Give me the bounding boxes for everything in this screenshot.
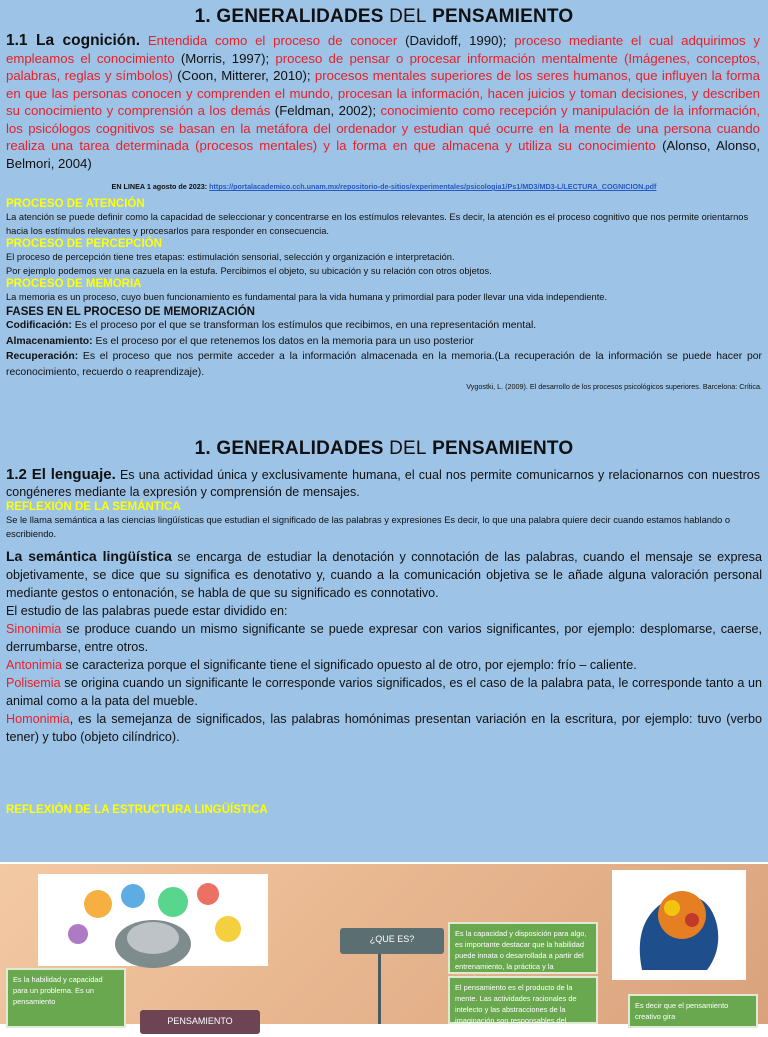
cognition-segment: (Feldman, 2002);	[270, 103, 377, 118]
term-item: Homonimia, es la semejanza de significados, las palabras homónimas presentan variación en la escritura, por ejemplo: tuvo (verbo tener) y tubo (objeto cilíndrico).	[6, 712, 762, 744]
linguistic-semantics-paragraph: La semántica lingüística se encarga de estudiar la denotación y connotación de las palabras, cuando el mensaje se expresa objetivamente, se dice que su significa es denotativo y, cuando a la comunicación objetiva se le añade alguna valoración personal mediante gestos o entonación, se habla de que su significado es connotativo.	[6, 548, 762, 600]
slide-pensamiento-diagram	[0, 864, 768, 1036]
cognition-segment: conocimiento como recepción y manipulación de la información, los psicólogos cognitivos se basan en la metáfora del ordenador y estudian qué ocurre en la mente de una persona cuando realiza una tarea determinada (procesos mentales) y la forma en que almacena y utiliza su conocimiento	[6, 103, 760, 153]
connector-line	[378, 954, 381, 1024]
cognition-segment: (Alonso, Alonso, Belmori, 2004)	[6, 138, 760, 171]
cognition-segment: proceso mediante el cual adquirimos y empleamos el conocimiento	[6, 33, 761, 66]
definition-box-right: Es decir que el pensamiento creativo gira	[628, 994, 758, 1028]
memory-text: La memoria es un proceso, cuyo buen funcionamiento es fundamental para la vida humana y primordial para poder llevar una vida independiente.	[6, 292, 608, 302]
perception-heading: PROCESO DE PERCEPCIÓN	[6, 238, 162, 250]
cognition-segment: Entendida como el proceso de conocer	[140, 33, 398, 48]
language-heading: 1.2 El lenguaje.	[6, 466, 116, 483]
perception-section	[0, 238, 768, 278]
terms-list	[0, 620, 768, 746]
definition-box-center-2: El pensamiento es el producto de la mente. Las actividades racionales de intelecto y las abstracciones de la imaginación son responsables del pensamiento	[448, 976, 598, 1024]
phase-item: Recuperación: Es el proceso que nos permite acceder a la información almacenada en la memoria.(La recuperación de la información se puede hacer por reconocimiento, recuerdo o reaprendizaje).	[6, 351, 762, 378]
phase-item: Codificación: Es el proceso por el que se transforman los estímulos que recibimos, en una representación mental.	[6, 320, 537, 331]
term-item: Antonimia se caracteriza porque el significante tiene el significado opuesto al de otro, por ejemplo: frío – caliente.	[6, 658, 637, 672]
cognition-segment: procesos mentales superiores de los seres humanos, que influyen la forma en que las personas conocen y comprenden el mundo, procesan la información, hacen juicios y toman decisiones, y describen su conocimiento y comprensión a los demás	[6, 68, 760, 118]
pensamiento-box: PENSAMIENTO	[140, 1010, 260, 1034]
semantics-heading: REFLEXIÓN DE LA SEMÁNTICA	[6, 501, 181, 513]
phases-heading: FASES EN EL PROCESO DE MEMORIZACIÓN	[6, 306, 255, 318]
technology-brain-image	[38, 874, 268, 966]
phase-item: Almacenamiento: Es el proceso por el que retenemos los datos en la memoria para un uso posterior	[6, 335, 474, 347]
attention-heading: PROCESO DE ATENCIÓN	[6, 198, 145, 210]
citation: Vygostki, L. (2009). El desarrollo de los procesos psicológicos superiores. Barcelona: Crítica.	[466, 382, 762, 391]
language-paragraph: 1.2 El lenguaje. Es una actividad única y exclusivamente humana, el cual nos permite comunicarnos y relacionarnos con nuestros congéneres mediante la expresión y comprensión de mensajes.	[6, 466, 760, 499]
que-es-box: ¿QUE ES?	[340, 928, 444, 954]
memory-heading: PROCESO DE MEMORIA	[6, 278, 142, 290]
attention-text: La atención se puede definir como la capacidad de seleccionar y concentrarse en los estímulos relevantes. Es decir, la atención es el proceso cognitivo que nos permite orientarnos hacia los estímulos relevantes y procesarlos para responder en consecuencia.	[6, 212, 749, 236]
study-intro: El estudio de las palabras puede estar dividido en:	[6, 604, 288, 618]
definition-box-left: Es la habilidad y capacidad para un problema. Es un pensamiento	[6, 968, 126, 1028]
slide-lenguaje	[0, 430, 768, 862]
cognition-segment: (Morris, 1997);	[174, 50, 270, 66]
slide-title: 1. GENERALIDADES DEL PENSAMIENTO	[194, 438, 574, 459]
slide-cognicion	[0, 0, 768, 430]
structure-heading: REFLEXIÓN DE LA ESTRUCTURA LINGÜÍSTICA	[6, 804, 268, 816]
semantics-definition: Se le llama semántica a las ciencias lingüísticas que estudian el significado de las palabras y expresiones Es decir, lo que una palabra quiere decir cuando estamos hablando o escribiendo.	[6, 515, 731, 539]
cognition-segment: (Davidoff, 1990);	[397, 33, 507, 48]
creative-brain-image	[612, 870, 746, 980]
term-item: Polisemia se origina cuando un significante le corresponde varios significados, es el caso de la palabra pata, le corresponde tanto a un animal como a la pata del mueble.	[6, 676, 762, 708]
perception-text-2: Por ejemplo podemos ver una cazuela en la estufa. Percibimos el objeto, su ubicación y su relación con otros objetos.	[6, 266, 492, 276]
term-item: Sinonimia se produce cuando un mismo significante se puede expresar con varios significantes, por ejemplo: desplomarse, caerse, derrumbarse, entre otros.	[6, 622, 762, 654]
memory-section	[0, 278, 768, 304]
cognition-heading: 1.1 La cognición.	[6, 32, 141, 49]
cognition-segment: (Coon, Mitterer, 2010);	[172, 68, 311, 83]
cognition-paragraph	[0, 28, 768, 172]
attention-section	[0, 198, 768, 238]
definition-box-center-1: Es la capacidad y disposición para algo, es importante destacar que la habilidad puede innata o desarrollada a partir del entrenamiento, la práctica y la	[448, 922, 598, 974]
reference-link[interactable]: https://portalacademico.cch.unam.mx/repositorio-de-sitios/experimentales/psicologia1/Ps1/MD3/MD3-L/LECTURA_COGNICION.pdf	[209, 182, 657, 191]
phases-list	[0, 318, 768, 380]
perception-text-1: El proceso de percepción tiene tres etapas: estimulación sensorial, selección y organización e interpretación.	[6, 252, 455, 262]
slide-title: 1. GENERALIDADES DEL PENSAMIENTO	[194, 6, 574, 27]
cognition-segment: proceso de pensar o procesar información mentalmente (Imágenes, conceptos, palabras, reglas y símbolos)	[6, 50, 760, 83]
online-reference: EN LINEA 1 agosto de 2023: https://portalacademico.cch.unam.mx/repositorio-de-sitios/experimentales/psicologia1/Ps1/MD3/MD3-L/LECTURA_COGNICION.pdf	[111, 182, 657, 191]
